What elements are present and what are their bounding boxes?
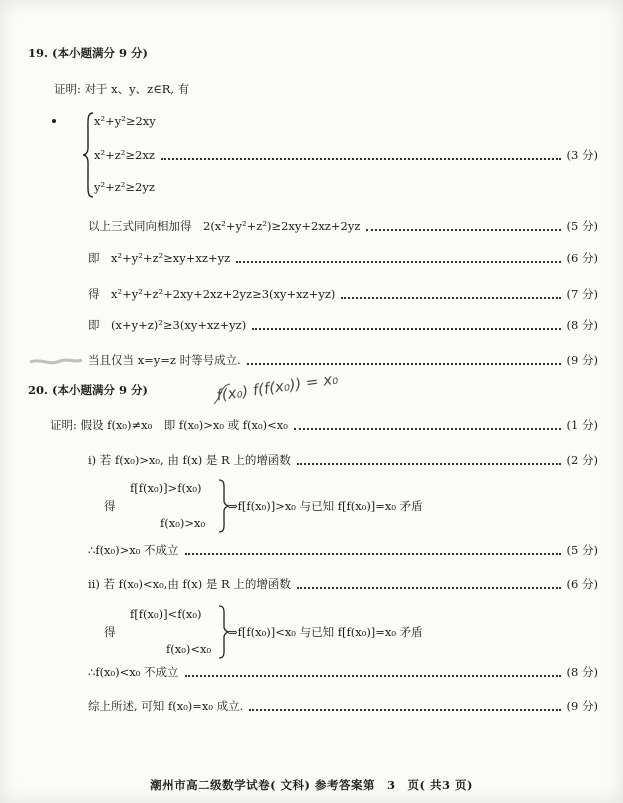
q20-intro-text: 证明: 假设 f(x₀)≠x₀ 即 f(x₀)>x₀ 或 f(x₀)<x₀ [50, 418, 288, 432]
page-footer: 潮州市高二级数学试卷( 文科) 参考答案第 3 页( 共3 页) [150, 778, 473, 792]
q19-step3 [88, 287, 598, 302]
score: (6 分) [566, 577, 598, 591]
q20-case2-text: ii) 若 f(x₀)<x₀,由 f(x) 是 R 上的增函数 [88, 577, 291, 591]
q19-ineq-xy: x²+y²≥2xy [94, 114, 156, 128]
score: (5 分) [566, 219, 598, 233]
score: (5 分) [566, 543, 598, 557]
score: (8 分) [566, 318, 598, 332]
dotted-leader [247, 363, 561, 365]
q19-step5-text: 当且仅当 x=y=z 时等号成立. [88, 353, 241, 367]
q20-case2-line-b: f(x₀)<x₀ [166, 642, 212, 656]
q20-concl2-text: ∴f(x₀)<x₀ 不成立 [88, 665, 179, 679]
q20-case1 [88, 453, 598, 468]
dotted-leader [297, 463, 561, 465]
score: (6 分) [566, 251, 598, 265]
score: (2 分) [566, 453, 598, 467]
score: (3 分) [566, 148, 598, 162]
handwriting-text: f(x₀) f(f(x₀)) = x₀ [215, 369, 340, 405]
q19-step2-text: 即 x²+y²+z²≥xy+xz+yz [88, 251, 231, 265]
q20-concl2 [88, 665, 598, 680]
q19-step4-text: 即 (x+y+z)²≥3(xy+xz+yz) [88, 318, 247, 332]
q19-ineq-xz-row [94, 148, 598, 163]
q19-step5 [88, 353, 598, 368]
q20-final-text: 综上所述, 可知 f(x₀)=x₀ 成立. [88, 699, 244, 713]
score: (1 分) [566, 418, 598, 432]
q19-ineq-xz: x²+z²≥2xz [94, 148, 155, 162]
q19-step3-text: 得 x²+y²+z²+2xy+2xz+2yz≥3(xy+xz+yz) [88, 287, 336, 301]
dotted-leader [185, 553, 561, 555]
q20-header: 20. (本小题满分 9 分) [28, 383, 148, 397]
dotted-leader [366, 229, 560, 231]
q19-intro: 证明: 对于 x、y、z∈R, 有 [54, 82, 190, 96]
dotted-leader [236, 261, 560, 263]
dotted-leader [341, 297, 560, 299]
score: (9 分) [566, 699, 598, 713]
dotted-leader [185, 675, 561, 677]
q20-case1-line-a: f[f(x₀)]>f(x₀) [130, 481, 202, 495]
dotted-leader [294, 428, 561, 430]
q20-case2 [88, 577, 598, 592]
dotted-leader [252, 328, 560, 330]
q19-header: 19. (本小题满分 9 分) [28, 46, 148, 60]
handwritten-note [206, 369, 396, 419]
q20-final [88, 699, 598, 714]
q20-case1-de: 得 [104, 499, 116, 513]
dotted-leader [161, 158, 561, 160]
q20-case2-conclusion: ⇒f[f(x₀)]<x₀ 与已知 f[f(x₀)]=x₀ 矛盾 [228, 625, 423, 639]
q20-case2-de: 得 [104, 625, 116, 639]
scan-speck [52, 119, 56, 123]
q20-concl1 [88, 543, 598, 558]
left-brace-icon [82, 112, 94, 198]
q20-case1-line-b: f(x₀)>x₀ [160, 516, 206, 530]
q20-case1-conclusion: ⇒f[f(x₀)]>x₀ 与已知 f[f(x₀)]=x₀ 矛盾 [228, 499, 423, 513]
score: (8 分) [566, 665, 598, 679]
q19-ineq-yz: y²+z²≥2yz [94, 180, 155, 194]
q20-intro [50, 418, 598, 433]
q20-case2-line-a: f[f(x₀)]<f(x₀) [130, 607, 202, 621]
q20-case1-text: i) 若 f(x₀)>x₀, 由 f(x) 是 R 上的增函数 [88, 453, 291, 467]
dotted-leader [297, 587, 561, 589]
q19-step1-text: 以上三式同向相加得 2(x²+y²+z²)≥2xy+2xz+2yz [88, 219, 361, 233]
q19-step2 [88, 251, 598, 266]
q19-step1 [88, 219, 598, 234]
score: (9 分) [566, 353, 598, 367]
scan-smudge [28, 352, 84, 368]
q19-step4 [88, 318, 598, 333]
q20-concl1-text: ∴f(x₀)>x₀ 不成立 [88, 543, 179, 557]
score: (7 分) [566, 287, 598, 301]
dotted-leader [249, 709, 560, 711]
